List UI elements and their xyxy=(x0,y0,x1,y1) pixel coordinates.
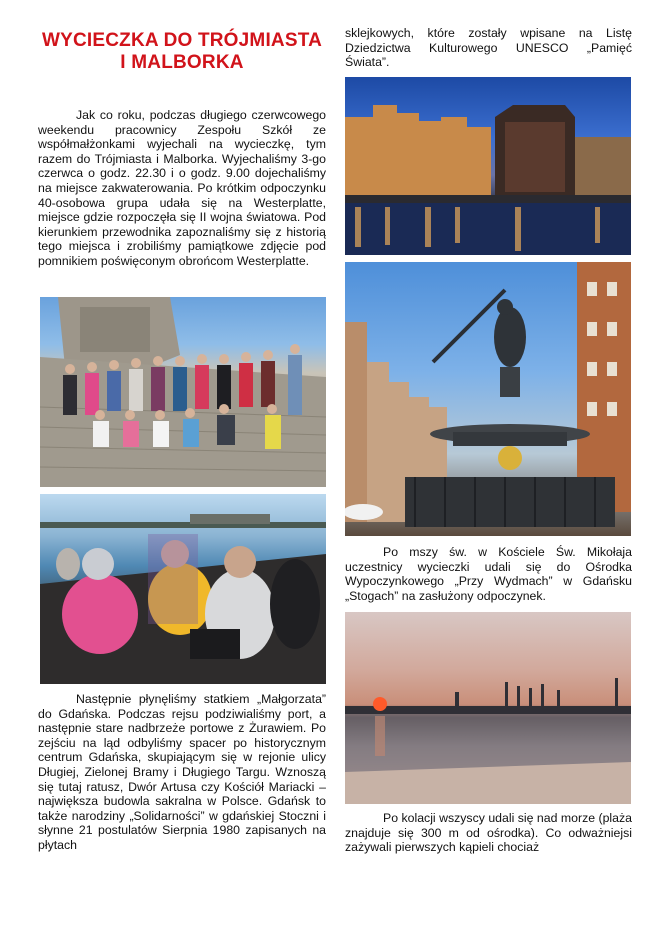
right-column xyxy=(345,26,632,70)
photo-neptune-fountain xyxy=(345,262,631,536)
photo-gdansk-crane-night xyxy=(345,77,631,255)
right-column-middle xyxy=(345,545,632,603)
photo-group-westerplatte xyxy=(40,297,326,487)
left-column-bottom xyxy=(38,692,326,853)
article-title: WYCIECZKA DO TRÓJMIASTA I MALBORKA xyxy=(41,30,323,73)
paragraph-evening-sea: Po kolacji wszyscy udali się nad morze (plaża znajduje się 300 m od ośrodka). Co odważniejsi zażywali pierwszych kąpieli chociaż xyxy=(345,811,632,855)
photo-sunset-sea xyxy=(345,612,631,804)
paragraph-mass-rest: Po mszy św. w Kościele Św. Mikołaja uczestnicy wycieczki udali się do Ośrodka Wypoczynkowego „Przy Wydmach” w Gdańsku „Stogach” na zasłużony odpoczynek. xyxy=(345,545,632,603)
paragraph-westerplatte: Jak co roku, podczas długiego czerwcowego weekendu pracownicy Zespołu Szkół ze współmałżonkami wyjechali na wycieczkę, tym razem do Trójmiasta i Malborka. Wyjechaliśmy 3-go czerwca o godz. 22.30 i o godz. 9.00 dojechaliśmy na miejsce zakwaterowania. Po krótkim odpoczynku 40-osobowa grupa udała się na Westerplatte, miejsce gdzie rozpoczęła się II wojna światowa. Pod kierunkiem przewodnika zapoznaliśmy się z historią tego miejsca i zrobiliśmy pamiątkowe zdjęcie pod pomnikiem poświęconym obrońcom Westerplatte. xyxy=(38,108,326,268)
paragraph-unesco: sklejkowych, które zostały wpisane na Listę Dziedzictwa Kulturowego UNESCO „Pamięć Świata”. xyxy=(345,26,632,70)
right-column-bottom xyxy=(345,811,632,855)
left-column xyxy=(38,30,326,269)
photo-boat-cruise xyxy=(40,494,326,684)
paragraph-gdansk-cruise: Następnie płynęliśmy statkiem „Małgorzata” do Gdańska. Podczas rejsu podziwialiśmy port, a następnie stare nadbrzeże portowe z Żurawiem. Po zejściu na ląd odbyliśmy spacer po historycznym centrum Gdańska, skupiającym się w rejonie ulicy Długiej, Zielonej Bramy i Długiego Targu. Wznoszą się tutaj ratusz, Dwór Artusa czy Kościół Mariacki – największa budowla sakralna w Polsce. Gdańsk to także narodziny „Solidarności” w gdańskiej Stoczni i słynne 21 postulatów Sierpnia 1980 zapisanych na płytach xyxy=(38,692,326,852)
